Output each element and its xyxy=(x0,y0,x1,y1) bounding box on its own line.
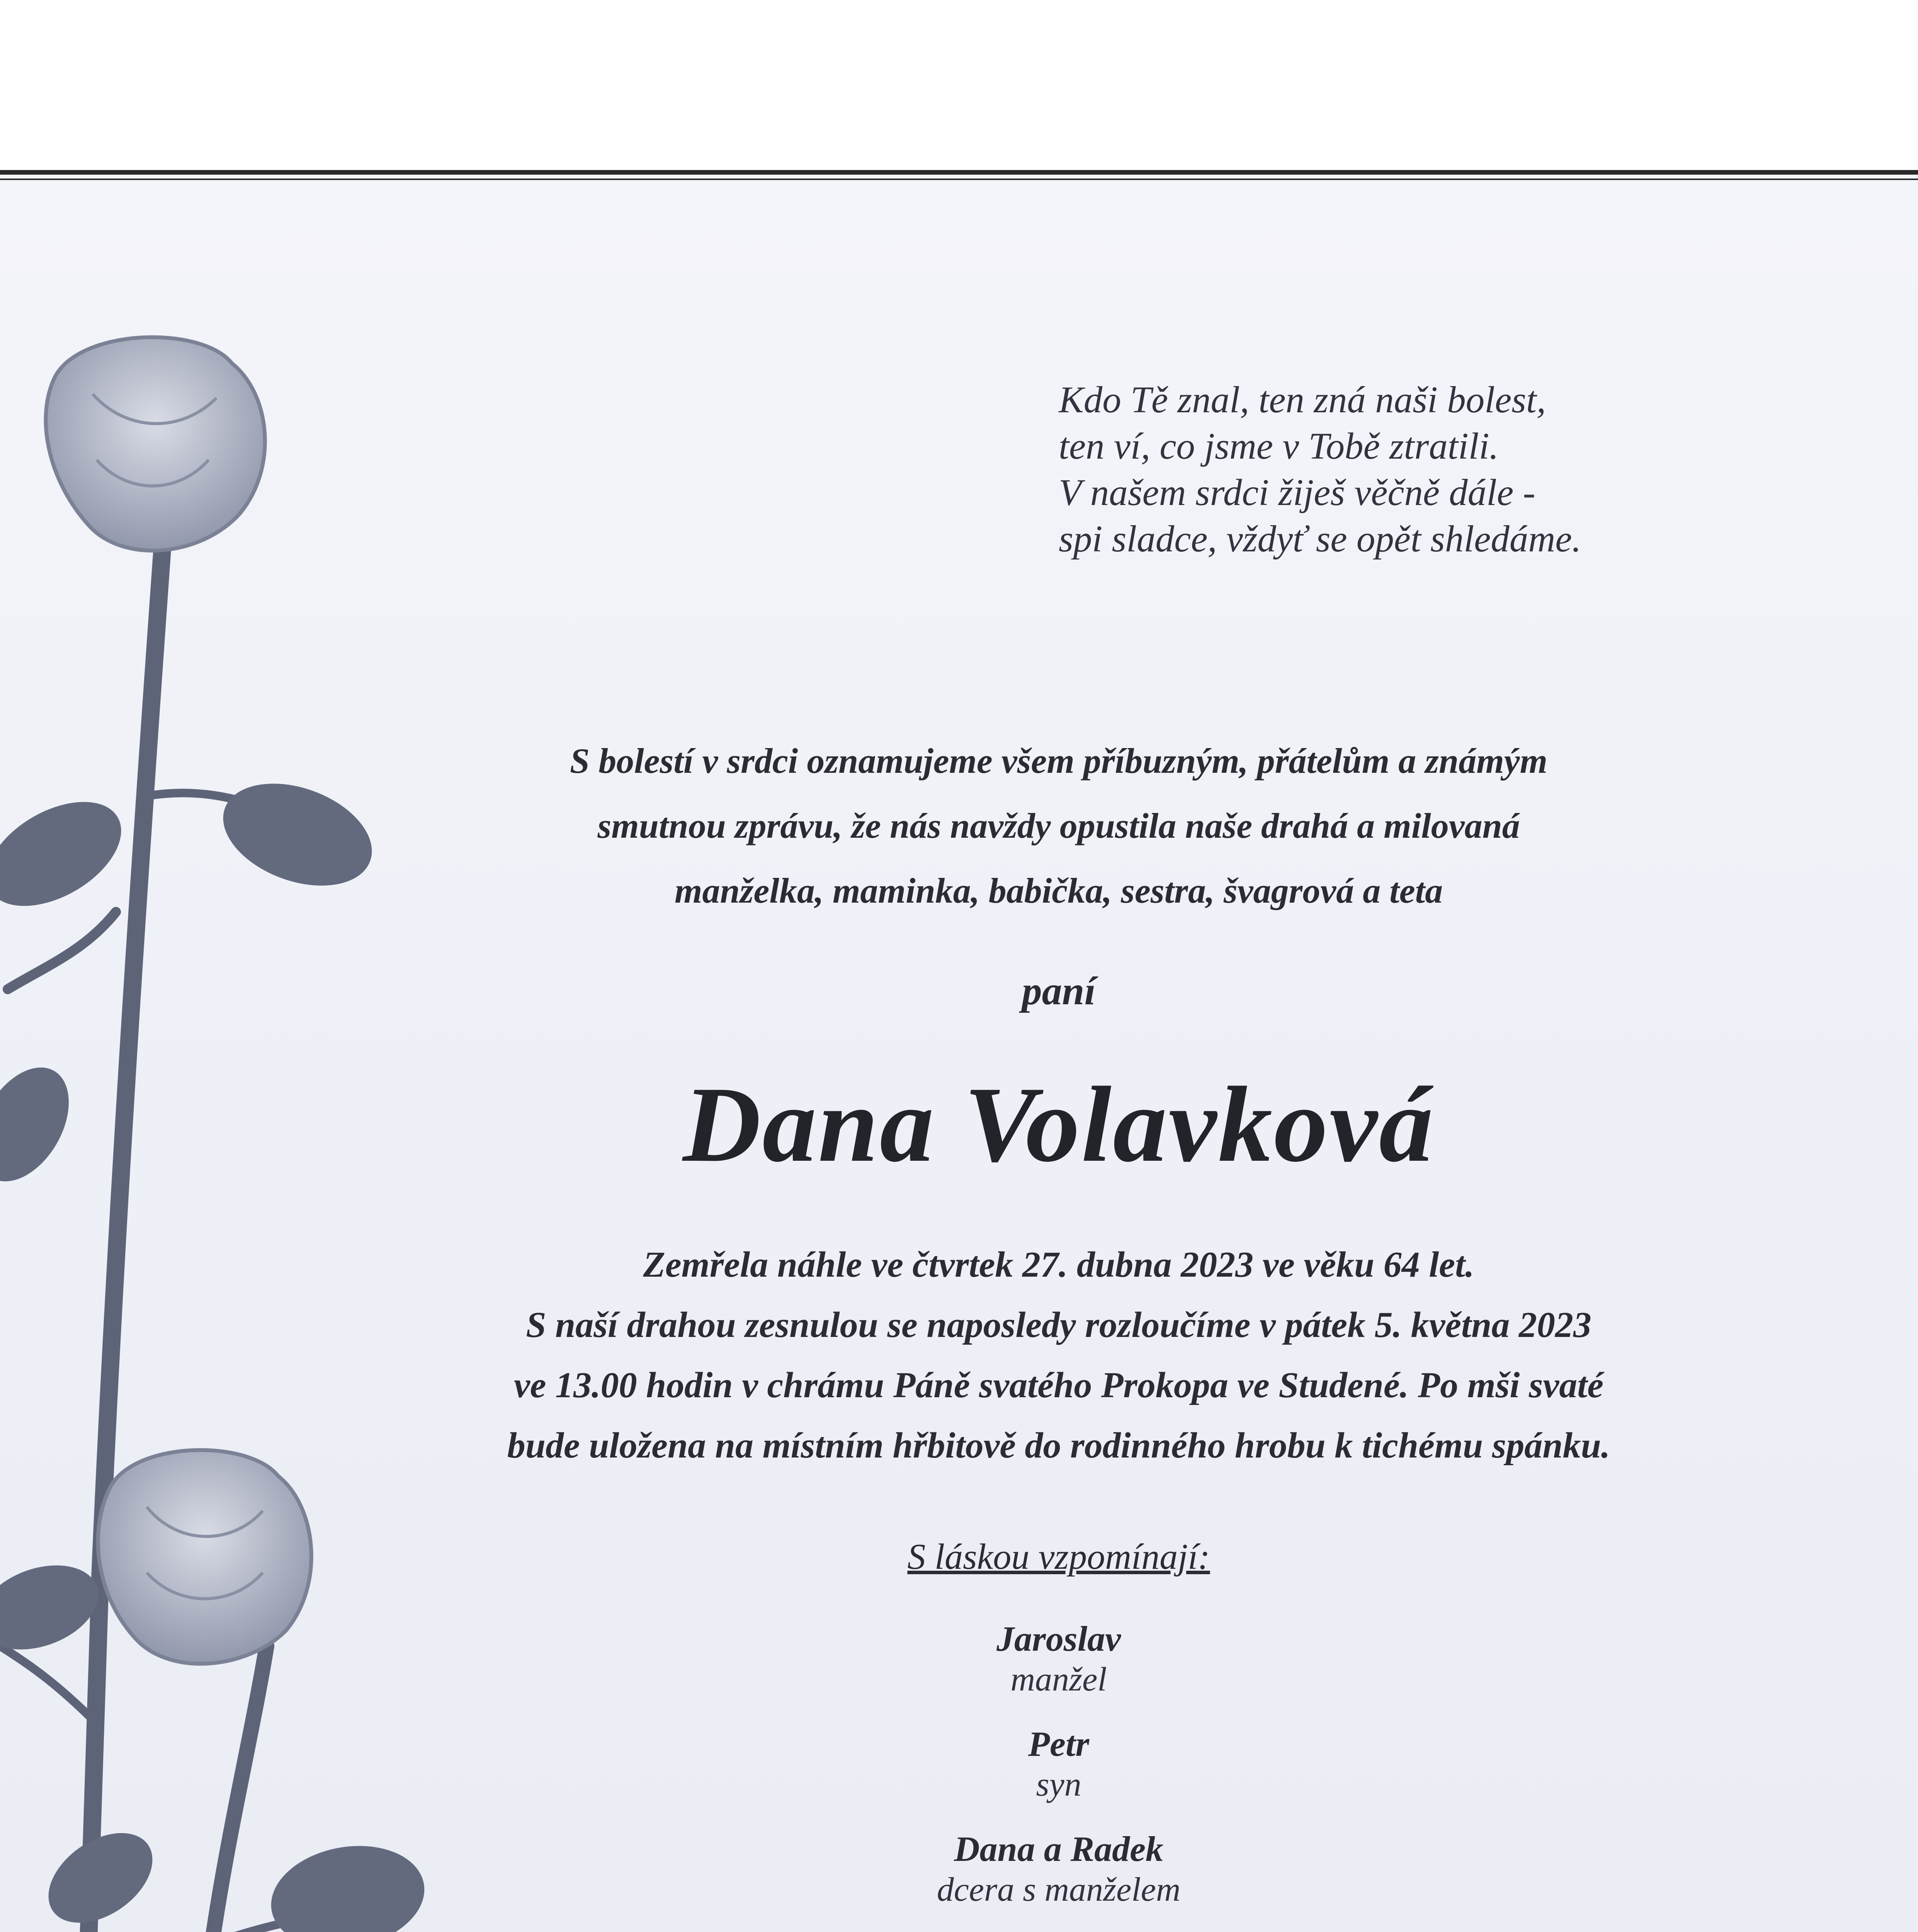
deceased-name: Dana Volavková xyxy=(683,1064,1435,1184)
funeral-details xyxy=(386,1235,1731,1476)
mourner-relation: syn xyxy=(1036,1766,1081,1803)
mourner-name: Dana a Radek xyxy=(954,1829,1163,1869)
memorial-poem xyxy=(1059,377,1793,562)
announcement-intro xyxy=(386,728,1731,923)
mourner-name: Petr xyxy=(1028,1724,1090,1764)
poem-line: Kdo Tě znal, ten zná naši bolest, xyxy=(1059,379,1546,420)
poem-line: spi sladce, vždyť se opět shledáme. xyxy=(1059,518,1581,560)
poem-line: V našem srdci žiješ věčně dále - xyxy=(1059,472,1535,513)
details-line: Zemřela náhle ve čtvrtek 27. dubna 2023 ve věku 64 let. xyxy=(643,1245,1474,1285)
mourner-relation: manžel xyxy=(1010,1661,1107,1698)
title-prefix: paní xyxy=(1022,969,1096,1013)
mourners-list xyxy=(386,1617,1731,1932)
details-line: S naší drahou zesnulou se naposledy rozloučíme v pátek 5. května 2023 xyxy=(526,1305,1592,1345)
top-border-thin xyxy=(0,179,1918,180)
mourner-name: Jaroslav xyxy=(996,1619,1121,1658)
mourner-entry xyxy=(386,1827,1731,1932)
intro-line: smutnou zprávu, že nás navždy opustila naše drahá a milovaná xyxy=(597,806,1520,845)
rose-illustration xyxy=(0,332,433,1932)
details-line: bude uložena na místním hřbitově do rodinného hrobu k tichému spánku. xyxy=(507,1425,1610,1466)
intro-line: manželka, maminka, babička, sestra, švagrová a teta xyxy=(674,871,1443,910)
intro-line: S bolestí v srdci oznamujeme všem příbuzným, přátelům a známým xyxy=(570,741,1548,781)
top-border-thick xyxy=(0,170,1918,175)
memories-heading: S láskou vzpomínají: xyxy=(907,1537,1210,1577)
mourner-entry xyxy=(386,1722,1731,1827)
details-line: ve 13.00 hodin v chrámu Páně svatého Prokopa ve Studené. Po mši svaté xyxy=(514,1365,1603,1405)
poem-line: ten ví, co jsme v Tobě ztratili. xyxy=(1059,425,1499,467)
mourner-relation: dcera s manželem xyxy=(937,1871,1181,1908)
mourner-entry xyxy=(386,1617,1731,1722)
